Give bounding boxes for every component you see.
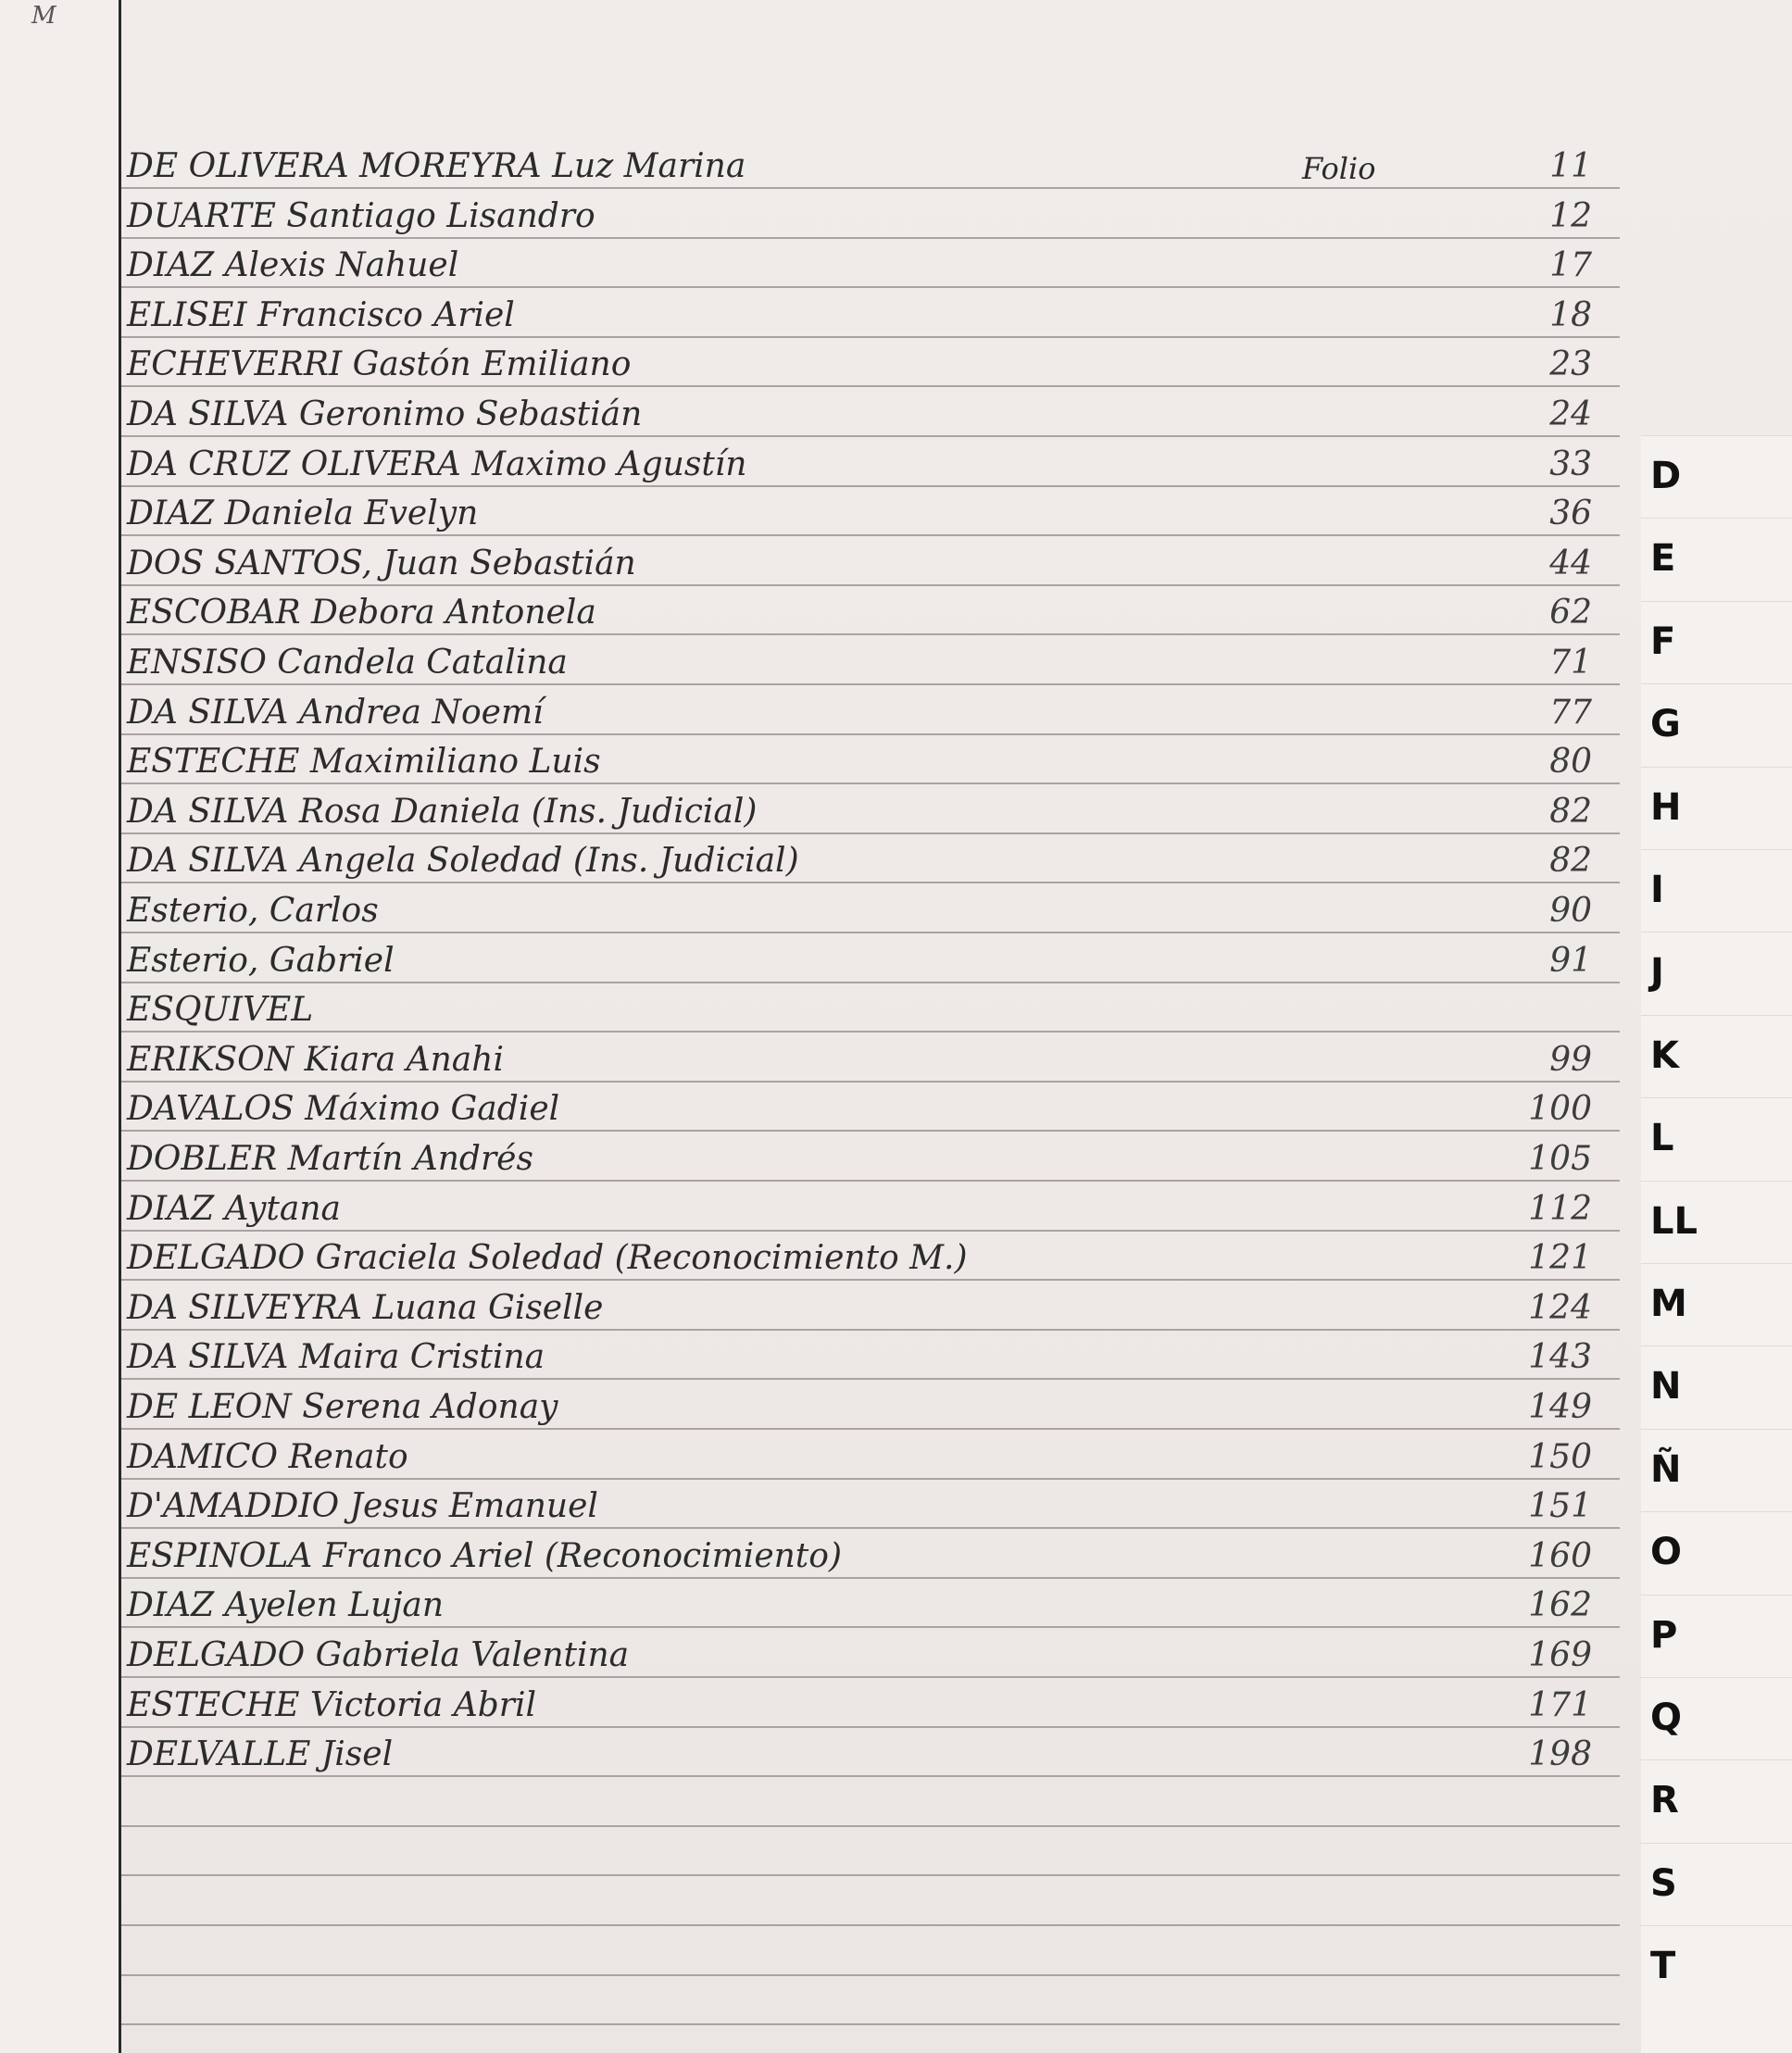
index-tab[interactable] (1641, 1263, 1792, 1345)
index-tab[interactable] (1641, 1181, 1792, 1262)
ledger-row (121, 637, 1620, 685)
index-tab-letter: LL (1650, 1199, 1698, 1243)
index-tab[interactable] (1641, 767, 1792, 848)
index-tab[interactable] (1641, 1925, 1792, 2007)
ledger-row (121, 1432, 1620, 1480)
ledger-row (121, 1630, 1620, 1678)
entry-name: DELVALLE Jisel (127, 1735, 394, 1774)
blank-ledger-row (121, 1828, 1620, 1876)
ledger-row (121, 538, 1620, 586)
index-tab-letter: T (1650, 1945, 1676, 1988)
index-tab-letter: Q (1650, 1696, 1683, 1739)
index-tab[interactable] (1641, 1843, 1792, 1924)
ledger-row (121, 1531, 1620, 1579)
entry-folio: 169 (1528, 1636, 1592, 1674)
entry-name: DA SILVA Andrea Noemí (127, 693, 544, 732)
ledger-row (121, 1233, 1620, 1281)
entry-name: DE LEON Serena Adonay (127, 1388, 558, 1426)
entry-name: ESTECHE Victoria Abril (127, 1685, 536, 1724)
index-tab-letter: K (1650, 1033, 1679, 1077)
index-tab[interactable] (1641, 1346, 1792, 1427)
entry-name: ELISEI Francisco Ariel (127, 295, 515, 334)
entry-name: DA CRUZ OLIVERA Maximo Agustín (127, 444, 747, 483)
index-tab-letter: F (1650, 620, 1676, 663)
blank-ledger-row (121, 1928, 1620, 1976)
index-tab-letter: P (1650, 1613, 1678, 1657)
entry-name: DA SILVA Maira Cristina (127, 1338, 545, 1377)
entry-folio: 99 (1549, 1040, 1592, 1079)
index-tab-letter: O (1650, 1531, 1683, 1574)
ledger-row (121, 1034, 1620, 1083)
index-tab[interactable] (1641, 1015, 1792, 1096)
ledger-list (121, 141, 1620, 2053)
entry-name: DOBLER Martín Andrés (127, 1140, 533, 1178)
index-tab-letter: M (1650, 1283, 1687, 1325)
entry-folio: 121 (1528, 1239, 1592, 1278)
entry-folio: 33 (1549, 444, 1592, 483)
ledger-row (121, 1382, 1620, 1430)
index-tab[interactable] (1641, 601, 1792, 682)
folio-header: Folio (1302, 151, 1376, 186)
entry-name: DA SILVA Rosa Daniela (Ins. Judicial) (127, 792, 758, 831)
entry-name: ERIKSON Kiara Anahi (127, 1040, 504, 1079)
index-tab-letter: E (1650, 537, 1676, 581)
ledger-row (121, 191, 1620, 239)
index-tab[interactable] (1641, 849, 1792, 931)
entry-name: DA SILVA Geronimo Sebastián (127, 395, 643, 433)
index-tab-letter: R (1650, 1779, 1679, 1822)
ledger-row (121, 984, 1620, 1033)
blank-ledger-row (121, 1779, 1620, 1827)
entry-folio: 171 (1528, 1685, 1592, 1724)
entry-name: DUARTE Santiago Lisandro (127, 196, 595, 235)
ledger-row (121, 1580, 1620, 1628)
entry-folio: 198 (1528, 1735, 1592, 1774)
entry-name: DA SILVEYRA Luana Giselle (127, 1288, 604, 1327)
index-tab-letter: H (1650, 785, 1682, 829)
entry-folio: 11 (1549, 147, 1592, 185)
index-tab-letter: Ñ (1650, 1447, 1682, 1491)
entry-name: DIAZ Aytana (127, 1189, 341, 1228)
index-tab[interactable] (1641, 1759, 1792, 1841)
index-tab[interactable] (1641, 932, 1792, 1013)
entry-folio: 91 (1549, 941, 1592, 980)
index-tab[interactable] (1641, 1097, 1792, 1179)
index-tab[interactable] (1641, 1511, 1792, 1593)
entry-folio: 90 (1549, 892, 1592, 930)
blank-ledger-row (121, 1977, 1620, 2025)
ledger-row (121, 1183, 1620, 1232)
entry-folio: 80 (1549, 743, 1592, 782)
entry-folio: 112 (1528, 1189, 1592, 1228)
entry-name: DELGADO Gabriela Valentina (127, 1636, 630, 1674)
index-tab[interactable] (1641, 435, 1792, 517)
entry-name: ECHEVERRI Gastón Emiliano (127, 345, 632, 384)
index-tab-letter: I (1650, 869, 1664, 911)
index-tab[interactable] (1641, 683, 1792, 765)
ledger-row (121, 1133, 1620, 1182)
entry-folio: 44 (1549, 544, 1592, 582)
entry-folio: 24 (1549, 395, 1592, 433)
entry-folio: 151 (1528, 1487, 1592, 1526)
ledger-row (121, 1729, 1620, 1777)
ledger-row (121, 736, 1620, 784)
entry-name: ENSISO Candela Catalina (127, 644, 568, 682)
ledger-row (121, 290, 1620, 338)
ledger-row (121, 885, 1620, 933)
entry-name: D'AMADDIO Jesus Emanuel (127, 1487, 598, 1526)
left-margin-strip (0, 0, 119, 2053)
entry-name: Esterio, Gabriel (127, 941, 395, 980)
index-tab-letter: G (1650, 703, 1681, 746)
index-tab-letter: N (1650, 1365, 1682, 1408)
index-tab[interactable] (1641, 518, 1792, 599)
entry-name: DIAZ Alexis Nahuel (127, 246, 459, 285)
ledger-row (121, 240, 1620, 288)
entry-folio: 100 (1528, 1090, 1592, 1129)
ledger-row (121, 1332, 1620, 1380)
entry-name: DOS SANTOS, Juan Sebastián (127, 544, 636, 582)
entry-folio: 12 (1549, 196, 1592, 235)
ledger-row (121, 389, 1620, 437)
blank-ledger-row (121, 1878, 1620, 1926)
entry-name: DAMICO Renato (127, 1437, 408, 1476)
entry-folio: 150 (1528, 1437, 1592, 1476)
ledger-row (121, 587, 1620, 635)
entry-folio: 18 (1549, 295, 1592, 334)
index-tab-letter: D (1650, 455, 1682, 497)
entry-folio: 149 (1528, 1388, 1592, 1426)
entry-folio: 160 (1528, 1536, 1592, 1575)
ledger-row (121, 1283, 1620, 1331)
ledger-row (121, 835, 1620, 883)
entry-name: DE OLIVERA MOREYRA Luz Marina (127, 147, 746, 185)
ledger-row (121, 1680, 1620, 1728)
ledger-row (121, 1083, 1620, 1132)
entry-folio: 17 (1549, 246, 1592, 285)
entry-name: ESPINOLA Franco Ariel (Reconocimiento) (127, 1536, 842, 1575)
entry-folio: 62 (1549, 594, 1592, 632)
entry-name: ESCOBAR Debora Antonela (127, 594, 596, 632)
entry-folio: 36 (1549, 494, 1592, 533)
ledger-row (121, 786, 1620, 834)
index-tab-letter: J (1650, 951, 1664, 995)
ledger-row (121, 439, 1620, 487)
entry-name: ESQUIVEL (127, 991, 314, 1030)
entry-name: Esterio, Carlos (127, 892, 379, 930)
entry-folio: 77 (1549, 693, 1592, 732)
ledger-row (121, 339, 1620, 387)
index-tab[interactable] (1641, 1595, 1792, 1676)
index-tab[interactable] (1641, 1429, 1792, 1510)
entry-name: DA SILVA Angela Soledad (Ins. Judicial) (127, 842, 799, 881)
ledger-row (121, 1481, 1620, 1529)
index-tab-letter: S (1650, 1861, 1677, 1905)
corner-mark: M (31, 2, 56, 30)
entry-name: DAVALOS Máximo Gadiel (127, 1090, 560, 1129)
entry-folio: 71 (1549, 644, 1592, 682)
ledger-row (121, 488, 1620, 536)
alphabet-index-tabs (1641, 435, 1792, 2053)
entry-name: DIAZ Ayelen Lujan (127, 1586, 445, 1625)
entry-folio: 82 (1549, 792, 1592, 831)
ledger-row (121, 687, 1620, 735)
entry-folio: 143 (1528, 1338, 1592, 1377)
entry-name: ESTECHE Maximiliano Luis (127, 743, 601, 782)
ledger-row (121, 141, 1620, 189)
entry-name: DELGADO Graciela Soledad (Reconocimiento M.) (127, 1239, 968, 1278)
entry-folio: 82 (1549, 842, 1592, 881)
entry-folio: 23 (1549, 345, 1592, 384)
entry-folio: 162 (1528, 1586, 1592, 1625)
entry-name: DIAZ Daniela Evelyn (127, 494, 479, 533)
index-tab[interactable] (1641, 1677, 1792, 1759)
entry-folio: 124 (1528, 1288, 1592, 1327)
ledger-row (121, 935, 1620, 983)
index-tab-letter: L (1650, 1117, 1674, 1160)
entry-folio: 105 (1528, 1140, 1592, 1178)
